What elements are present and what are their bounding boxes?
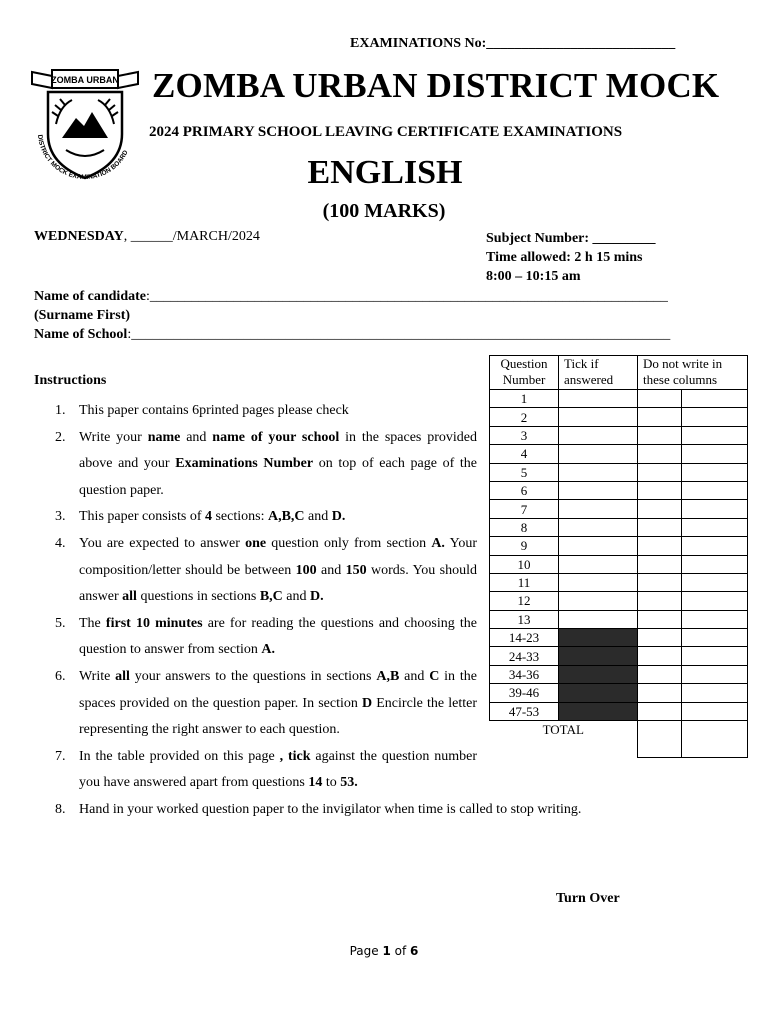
question-number-cell: 8 bbox=[490, 518, 559, 536]
page-number bbox=[0, 944, 768, 958]
question-number-cell: 2 bbox=[490, 408, 559, 426]
instruction-number: 8. bbox=[55, 801, 66, 817]
tick-cell[interactable] bbox=[559, 500, 638, 518]
examiner-cell bbox=[682, 647, 748, 665]
tick-cell[interactable] bbox=[559, 592, 638, 610]
examiner-cell bbox=[638, 426, 682, 444]
marks-text: (100 MARKS) bbox=[322, 200, 446, 222]
instructions-heading: Instructions bbox=[34, 373, 107, 388]
question-number-cell: 6 bbox=[490, 481, 559, 499]
examiner-cell bbox=[638, 592, 682, 610]
question-number-cell: 3 bbox=[490, 426, 559, 444]
examiner-cell bbox=[638, 500, 682, 518]
subject-text: ENGLISH bbox=[307, 154, 463, 191]
table-row bbox=[490, 408, 748, 426]
time-range: 8:00 – 10:15 am bbox=[486, 269, 581, 284]
instruction-emphasis: 150 bbox=[345, 562, 367, 578]
table-row bbox=[490, 445, 748, 463]
tick-cell[interactable] bbox=[559, 481, 638, 499]
question-number-cell: 13 bbox=[490, 610, 559, 628]
examiner-cell bbox=[682, 518, 748, 536]
instruction-item bbox=[40, 504, 477, 531]
page-of: of bbox=[390, 944, 411, 958]
header-question-number: Question Number bbox=[490, 356, 559, 390]
table-row bbox=[490, 702, 748, 720]
table-row bbox=[490, 518, 748, 536]
instruction-emphasis: 4 bbox=[204, 509, 212, 525]
candidate-name-line: :__________________________________________________________________________ bbox=[146, 289, 668, 304]
question-number-cell: 10 bbox=[490, 555, 559, 573]
examiner-cell bbox=[682, 537, 748, 555]
total-cell bbox=[682, 721, 748, 758]
instruction-text: Encircle the letter representing the right answer to each question. bbox=[79, 695, 478, 738]
table-row bbox=[490, 629, 748, 647]
question-number-cell: 14-23 bbox=[490, 629, 559, 647]
instruction-item bbox=[40, 744, 477, 797]
candidate-details bbox=[34, 287, 670, 344]
shaded-cell bbox=[559, 665, 638, 683]
tick-table bbox=[489, 355, 748, 758]
tick-cell[interactable] bbox=[559, 537, 638, 555]
instruction-item bbox=[40, 797, 659, 824]
table-row bbox=[490, 647, 748, 665]
examiner-cell bbox=[682, 426, 748, 444]
instruction-item bbox=[40, 531, 477, 611]
page-total: 6 bbox=[410, 944, 419, 958]
candidate-name-label: Name of candidate bbox=[34, 289, 146, 304]
tick-cell[interactable] bbox=[559, 610, 638, 628]
exam-date-rest: , ______/MARCH/2024 bbox=[123, 229, 260, 244]
tick-cell[interactable] bbox=[559, 463, 638, 481]
instruction-text: Your composition/letter should be between bbox=[79, 535, 477, 578]
instruction-text: The bbox=[79, 615, 106, 631]
instruction-number: 2. bbox=[55, 429, 66, 445]
crest-ring-text: DISTRICT MOCK EXAMINATION BOARD bbox=[36, 134, 130, 182]
instruction-text: question only from section bbox=[266, 535, 432, 551]
total-row bbox=[490, 721, 748, 758]
surname-note: (Surname First) bbox=[34, 308, 131, 323]
instruction-text: words. You should answer bbox=[79, 562, 478, 605]
instruction-text: sections: bbox=[211, 509, 268, 525]
instruction-item bbox=[40, 398, 477, 425]
question-number-cell: 12 bbox=[490, 592, 559, 610]
exam-date bbox=[34, 229, 260, 245]
school-name-line: :_____________________________________________________________________________ bbox=[127, 327, 671, 342]
table-row bbox=[490, 592, 748, 610]
examiner-cell bbox=[682, 500, 748, 518]
page-title: ZOMBA URBAN DISTRICT MOCK bbox=[152, 66, 720, 105]
shaded-cell bbox=[559, 647, 638, 665]
table-header-row bbox=[490, 356, 748, 390]
examiner-cell bbox=[638, 665, 682, 683]
instruction-emphasis: first 10 minutes bbox=[105, 615, 203, 631]
instruction-text: to bbox=[322, 775, 341, 791]
examiner-cell bbox=[682, 390, 748, 408]
examiner-cell bbox=[682, 629, 748, 647]
tick-cell[interactable] bbox=[559, 408, 638, 426]
examiner-cell bbox=[682, 702, 748, 720]
instruction-emphasis: , tick bbox=[279, 748, 311, 764]
examiner-cell bbox=[682, 684, 748, 702]
instruction-emphasis: all bbox=[115, 668, 130, 684]
instruction-item bbox=[40, 425, 477, 505]
instruction-emphasis: 14 bbox=[308, 775, 323, 791]
examiner-cell bbox=[638, 573, 682, 591]
instruction-text: In the table provided on this page bbox=[79, 748, 280, 764]
question-number-cell: 11 bbox=[490, 573, 559, 591]
exam-subtitle: 2024 PRIMARY SCHOOL LEAVING CERTIFICATE EXAMINATIONS bbox=[149, 124, 623, 140]
total-label: TOTAL bbox=[542, 722, 584, 738]
shaded-cell bbox=[559, 702, 638, 720]
tick-cell[interactable] bbox=[559, 573, 638, 591]
marks-heading bbox=[0, 200, 768, 223]
examiner-cell bbox=[638, 481, 682, 499]
tick-cell[interactable] bbox=[559, 445, 638, 463]
instruction-text: Hand in your worked question paper to the invigilator when time is called to stop writing. bbox=[79, 801, 582, 817]
crest-banner-text: ZOMBA URBAN bbox=[51, 75, 119, 85]
exam-details bbox=[486, 229, 656, 286]
instruction-emphasis: all bbox=[122, 589, 137, 605]
table-row bbox=[490, 665, 748, 683]
examiner-cell bbox=[682, 445, 748, 463]
question-number-cell: 5 bbox=[490, 463, 559, 481]
instruction-emphasis: A,B bbox=[376, 668, 400, 684]
examiner-cell bbox=[682, 665, 748, 683]
question-number-cell: 34-36 bbox=[490, 665, 559, 683]
examinations-number-field: EXAMINATIONS No:___________________________ bbox=[350, 36, 676, 51]
examiner-cell bbox=[638, 702, 682, 720]
examiner-cell bbox=[682, 463, 748, 481]
instruction-emphasis: A. bbox=[261, 642, 275, 658]
instruction-item bbox=[40, 611, 477, 664]
school-name-label: Name of School bbox=[34, 327, 128, 342]
table-row bbox=[490, 610, 748, 628]
tick-cell[interactable] bbox=[559, 518, 638, 536]
subject-heading bbox=[0, 154, 768, 192]
table-row bbox=[490, 390, 748, 408]
header-do-not-write: Do not write in these columns bbox=[638, 356, 748, 390]
instruction-number: 6. bbox=[55, 668, 66, 684]
instruction-emphasis: D bbox=[362, 695, 373, 711]
instruction-emphasis: name of your school bbox=[212, 429, 340, 445]
table-row bbox=[490, 500, 748, 518]
instruction-text: and bbox=[282, 589, 310, 605]
instruction-number: 7. bbox=[55, 748, 66, 764]
question-number-cell: 24-33 bbox=[490, 647, 559, 665]
question-number-cell: 1 bbox=[490, 390, 559, 408]
instruction-text: This paper contains 6printed pages please check bbox=[79, 403, 349, 418]
instruction-emphasis: A,B,C bbox=[267, 509, 305, 525]
examiner-cell bbox=[638, 445, 682, 463]
examiner-cell bbox=[638, 390, 682, 408]
instruction-number: 1. bbox=[55, 403, 66, 418]
instruction-text: This paper consists of bbox=[79, 509, 205, 525]
instruction-emphasis: name bbox=[147, 429, 181, 445]
instruction-number: 4. bbox=[55, 535, 66, 551]
question-number-cell: 7 bbox=[490, 500, 559, 518]
instruction-number: 3. bbox=[55, 509, 66, 525]
examiner-cell bbox=[638, 463, 682, 481]
table-row bbox=[490, 684, 748, 702]
examiner-cell bbox=[682, 573, 748, 591]
instruction-emphasis: 53. bbox=[340, 775, 358, 791]
table-row bbox=[490, 481, 748, 499]
question-number-cell: 9 bbox=[490, 537, 559, 555]
instruction-text: in the spaces provided above and your bbox=[79, 429, 477, 472]
header-tick: Tick if answered bbox=[559, 356, 638, 390]
examiner-cell bbox=[638, 629, 682, 647]
instruction-text: on top of each page of the question paper. bbox=[79, 456, 478, 498]
instruction-text: and bbox=[180, 429, 213, 445]
tick-cell[interactable] bbox=[559, 426, 638, 444]
school-name-row bbox=[34, 325, 670, 344]
instruction-text: and bbox=[304, 509, 332, 525]
exam-day: WEDNESDAY bbox=[34, 229, 124, 244]
examiner-cell bbox=[682, 592, 748, 610]
instruction-emphasis: Examinations Number bbox=[175, 456, 314, 472]
examiner-cell bbox=[682, 481, 748, 499]
instruction-item bbox=[40, 664, 477, 744]
instruction-text: and bbox=[316, 562, 346, 578]
turn-over: Turn Over bbox=[556, 891, 620, 906]
tick-cell[interactable] bbox=[559, 555, 638, 573]
examiner-cell bbox=[682, 555, 748, 573]
page-current: 1 bbox=[382, 944, 391, 958]
instruction-emphasis: C bbox=[429, 668, 440, 684]
instruction-text: are for reading the questions and choosing the question to answer from section bbox=[79, 615, 477, 658]
tick-cell[interactable] bbox=[559, 390, 638, 408]
examiner-cell bbox=[638, 518, 682, 536]
time-allowed: Time allowed: 2 h 15 mins bbox=[486, 250, 643, 265]
examiner-cell bbox=[638, 647, 682, 665]
page-prefix: Page bbox=[349, 944, 383, 958]
examiner-cell bbox=[638, 684, 682, 702]
shaded-cell bbox=[559, 629, 638, 647]
question-number-cell: 47-53 bbox=[490, 702, 559, 720]
table-row bbox=[490, 463, 748, 481]
instruction-text: against the question number you have answered apart from questions bbox=[79, 748, 477, 791]
instruction-text: and bbox=[399, 668, 430, 684]
instruction-text: your answers to the questions in sections bbox=[129, 668, 377, 684]
instruction-emphasis: A. bbox=[431, 535, 445, 551]
examiner-cell bbox=[682, 610, 748, 628]
total-cell bbox=[638, 721, 682, 758]
instruction-emphasis: D. bbox=[310, 589, 324, 605]
question-number-cell: 4 bbox=[490, 445, 559, 463]
instruction-number: 5. bbox=[55, 615, 66, 631]
instruction-text: Write your bbox=[79, 429, 148, 445]
candidate-name-row bbox=[34, 287, 670, 306]
examiner-cell bbox=[682, 408, 748, 426]
table-row bbox=[490, 573, 748, 591]
instruction-emphasis: D. bbox=[331, 509, 346, 525]
examiner-cell bbox=[638, 555, 682, 573]
subject-number: Subject Number: _________ bbox=[486, 231, 656, 246]
table-row bbox=[490, 555, 748, 573]
instruction-text: You are expected to answer bbox=[79, 535, 246, 551]
table-row bbox=[490, 426, 748, 444]
table-row bbox=[490, 537, 748, 555]
examiner-cell bbox=[638, 537, 682, 555]
instruction-emphasis: one bbox=[245, 535, 267, 551]
question-number-cell: 39-46 bbox=[490, 684, 559, 702]
instruction-text: questions in sections bbox=[136, 589, 260, 605]
instruction-emphasis: B,C bbox=[259, 589, 283, 605]
instruction-text: Write bbox=[79, 668, 116, 684]
instruction-emphasis: 100 bbox=[295, 562, 317, 578]
examiner-cell bbox=[638, 610, 682, 628]
examiner-cell bbox=[638, 408, 682, 426]
instruction-text: in the spaces provided on the question paper. In section bbox=[79, 668, 477, 711]
shaded-cell bbox=[559, 684, 638, 702]
